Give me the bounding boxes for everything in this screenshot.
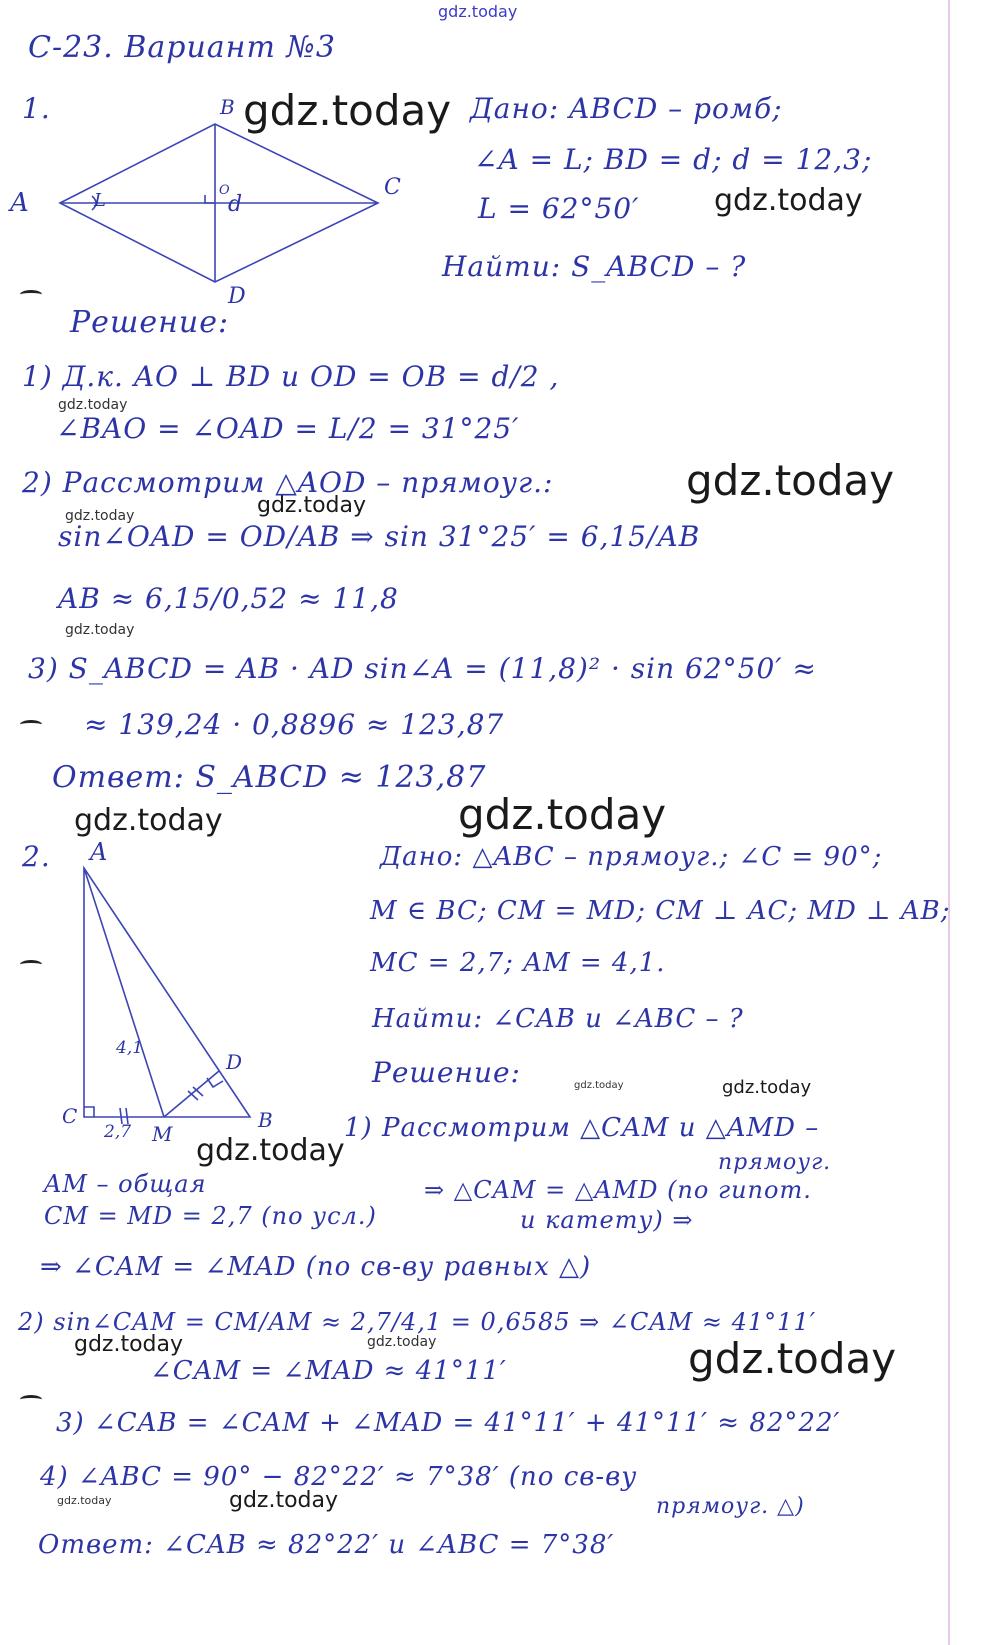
watermark: gdz.today (74, 803, 223, 838)
solution-step: CM = MD = 2,7 (по усл.) (44, 1202, 377, 1230)
solution-step: AB ≈ 6,15/0,52 ≈ 11,8 (58, 582, 399, 615)
vertex-b-label: B (220, 95, 235, 119)
watermark: gdz.today (722, 1077, 812, 1098)
solution-title: Решение: (70, 305, 230, 340)
solution-step: ≈ 139,24 · 0,8896 ≈ 123,87 (84, 708, 505, 741)
vertex-c-label: C (62, 1104, 78, 1128)
watermark: gdz.today (243, 86, 452, 135)
solution-step: 2) sin∠CAM = CM/AM ≈ 2,7/4,1 = 0,6585 ⇒ ∠CAM ≈ 41°11′ (18, 1308, 817, 1336)
given-line: M ∈ BC; CM = MD; CM ⊥ AC; MD ⊥ AB; (370, 896, 951, 926)
given-line: ∠A = L; BD = d; d = 12,3; (474, 143, 873, 176)
solution-step: 1) Д.к. AO ⊥ BD и OD = OB = d/2 , (22, 360, 560, 393)
watermark: gdz.today (714, 183, 863, 218)
solution-step: и катету) ⇒ (520, 1206, 694, 1234)
watermark: gdz.today (458, 790, 667, 839)
problem-2-number: 2. (22, 840, 51, 873)
given-line: Дано: ABCD – ромб; (470, 92, 783, 125)
point-m-label: M (152, 1122, 173, 1146)
vertex-a-label: A (90, 838, 108, 866)
solution-step: AM – общая (44, 1170, 207, 1198)
solution-step: ∠CAM = ∠MAD ≈ 41°11′ (150, 1356, 507, 1386)
given-line: L = 62°50′ (478, 192, 640, 225)
solution-step: 3) S_ABCD = AB · AD sin∠A = (11,8)² · sin 62°50′ ≈ (28, 652, 817, 685)
segment-am-label: 4,1 (116, 1038, 144, 1058)
solution-step: 2) Рассмотрим △AOD – прямоуг.: (22, 466, 554, 499)
answer-line: Ответ: ∠CAB ≈ 82°22′ и ∠ABC = 7°38′ (38, 1530, 615, 1560)
watermark: gdz.today (367, 1334, 437, 1350)
angle-alpha-label: L (94, 190, 106, 211)
vertex-a-label: A (10, 188, 29, 218)
watermark: gdz.today (196, 1133, 345, 1168)
watermark: gdz.today (257, 493, 367, 518)
solution-step: ⇒ △CAM = △AMD (по гипот. (424, 1176, 812, 1204)
vertex-d-label: D (228, 284, 246, 309)
solution-step: прямоуг. △) (656, 1494, 805, 1519)
solution-step: ⇒ ∠CAM = ∠MAD (по св-ву равных △) (40, 1252, 592, 1282)
vertex-c-label: C (384, 175, 401, 200)
find-line: Найти: ∠CAB и ∠ABC – ? (372, 1004, 744, 1034)
watermark: gdz.today (574, 1080, 624, 1091)
watermark: gdz.today (65, 622, 135, 638)
watermark: gdz.today (65, 508, 135, 524)
center-o-label: O (219, 183, 230, 198)
given-line: MC = 2,7; AM = 4,1. (370, 948, 666, 978)
watermark: gdz.today (438, 2, 518, 21)
page-header: С-23. Вариант №3 (28, 30, 336, 65)
diagonal-d-label: d (228, 192, 243, 217)
answer-line: Ответ: S_ABCD ≈ 123,87 (52, 760, 487, 795)
solution-title: Решение: (372, 1056, 521, 1089)
watermark: gdz.today (74, 1332, 184, 1357)
vertex-b-label: B (258, 1108, 273, 1132)
solution-step: 3) ∠CAB = ∠CAM + ∠MAD = 41°11′ + 41°11′ ≈ 82°22′ (56, 1408, 841, 1438)
watermark: gdz.today (229, 1488, 339, 1513)
watermark: gdz.today (58, 397, 128, 413)
given-line: Дано: △ABC – прямоуг.; ∠C = 90°; (380, 842, 883, 872)
solution-step: sin∠OAD = OD/AB ⇒ sin 31°25′ = 6,15/AB (58, 520, 701, 553)
segment-cm-label: 2,7 (104, 1122, 132, 1142)
find-line: Найти: S_ABCD – ? (442, 250, 747, 283)
watermark: gdz.today (688, 1334, 897, 1383)
solution-step: ∠BAO = ∠OAD = L/2 = 31°25′ (56, 412, 520, 445)
watermark: gdz.today (686, 456, 895, 505)
solution-step: 1) Рассмотрим △CAM и △AMD – (344, 1113, 820, 1143)
solution-step: прямоуг. (718, 1150, 832, 1175)
solution-step: 4) ∠ABC = 90° − 82°22′ ≈ 7°38′ (по св-ву (40, 1462, 638, 1492)
watermark: gdz.today (57, 1494, 112, 1507)
problem-1-number: 1. (22, 92, 51, 125)
point-d-label: D (226, 1050, 243, 1074)
